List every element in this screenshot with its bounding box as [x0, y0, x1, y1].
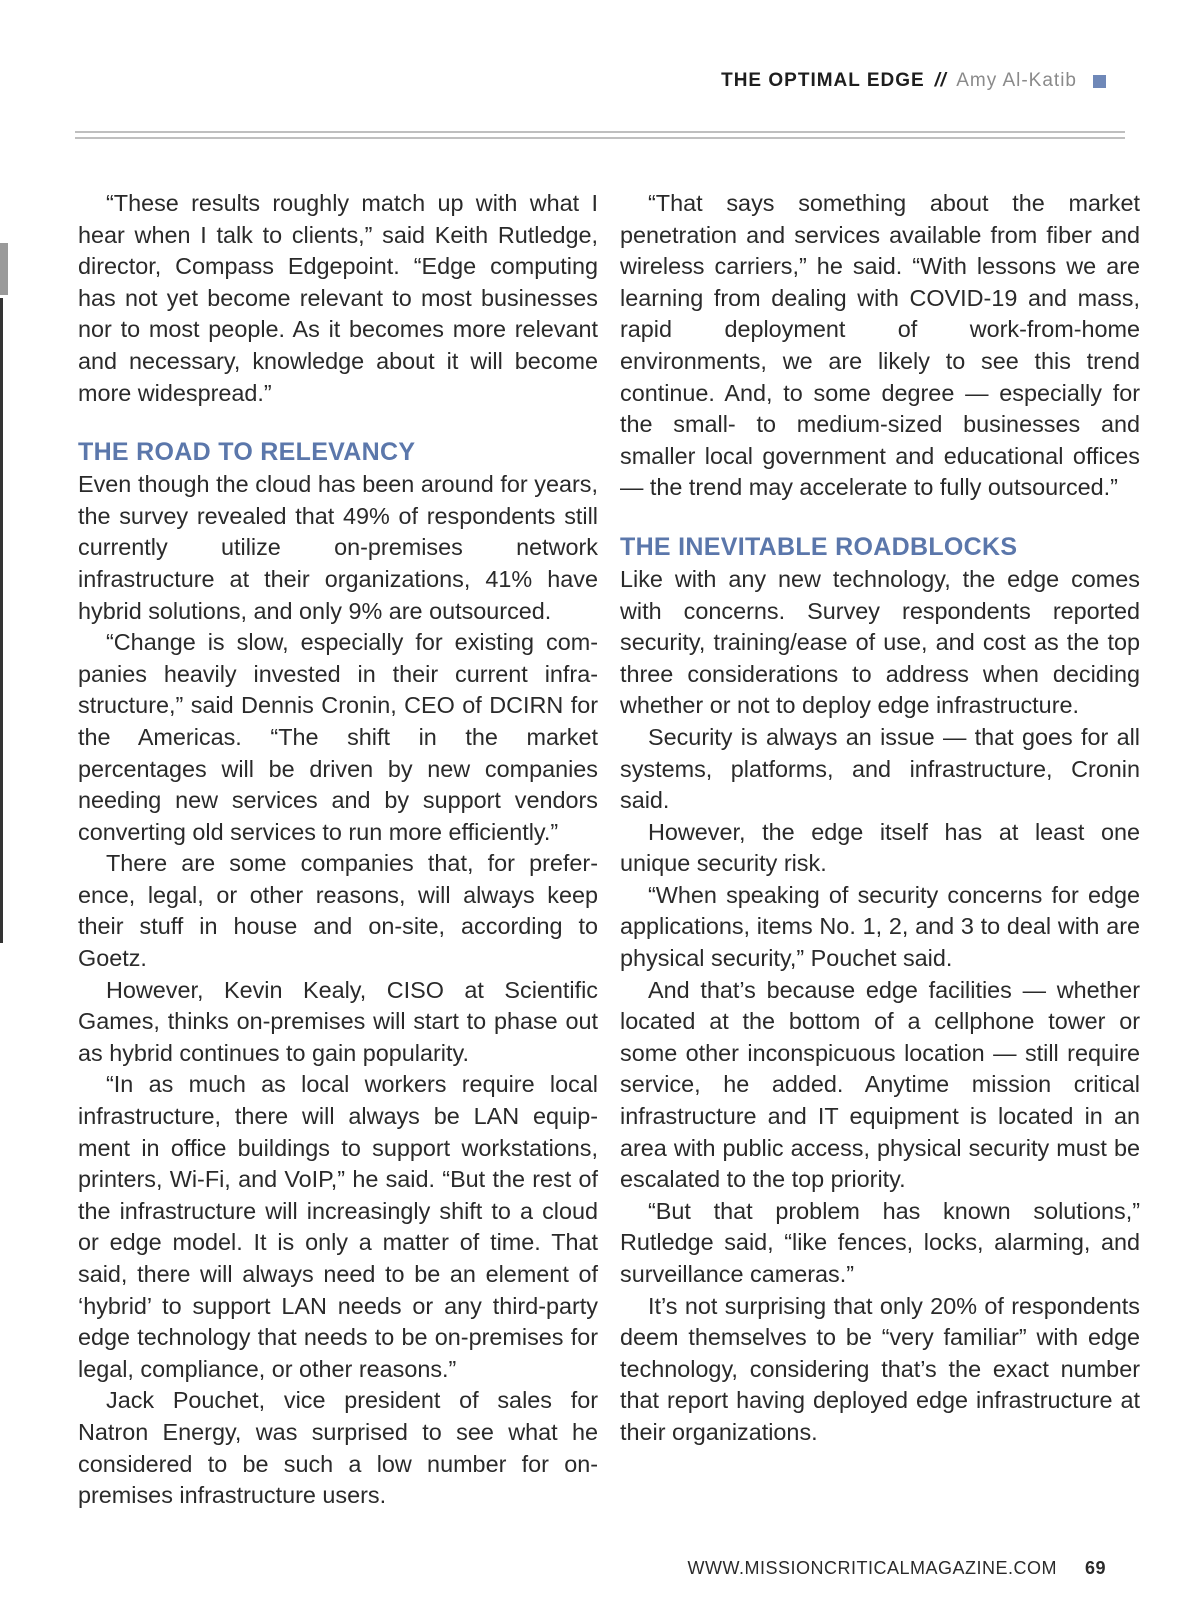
body-paragraph: However, the edge itself has at least one unique security risk. [620, 818, 1140, 877]
page-footer [687, 1558, 1106, 1579]
body-paragraph: Security is always an issue — that goes for all systems, platforms, and infrastructure, Cronin said. [620, 723, 1140, 814]
square-icon [1093, 75, 1106, 88]
body-paragraph: And that’s because edge facilities — whether located at the bottom of a cellphone tower or some other inconspicuous location — still require service, he added. Anytime mission critical infrastructure and IT equipment is located in an area with public access, physical security must be escalated to the top priority. [620, 976, 1140, 1193]
page-edge-line [0, 298, 3, 943]
left-column [78, 188, 598, 1512]
body-paragraph: Jack Pouchet, vice president of sales for Natron Energy, was surprised to see what he considered to be such a low number for on-premises infrastructure users. [78, 1387, 598, 1509]
body-paragraph: “When speaking of security concerns for edge applications, items No. 1, 2, and 3 to deal with are physical security,” Pouchet said. [620, 881, 1140, 972]
body-paragraph: “Change is slow, especially for existing companies heavily invested in their current infrastructure,” said Dennis Cronin, CEO of DCIRN for the Americas. “The shift in the market percentages will be driven by new companies needing new services and by support vendors converting old services to run more efficiently.” [78, 629, 598, 845]
header-rule-bottom [75, 137, 1125, 139]
body-paragraph: However, Kevin Kealy, CISO at Scientific Games, thinks on-premises will start to phase out as hybrid continues to gain popularity. [78, 976, 598, 1066]
body-paragraph: Even though the cloud has been around for years, the survey revealed that 49% of respondents still currently utilize on-premises network infrastructure at their organizations, 41% have hybrid solutions, and only 9% are outsourced. [78, 471, 598, 624]
body-paragraph: “But that problem has known solutions,” Rutledge said, “like fences, locks, alarming, and surveillance cameras.” [620, 1197, 1140, 1287]
website-url: WWW.MISSIONCRITICALMAGAZINE.COM [687, 1558, 1057, 1578]
header-separator: // [934, 70, 947, 91]
section-heading: THE ROAD TO RELEVANCY [78, 438, 416, 467]
body-paragraph: “These results roughly match up with what I hear when I talk to clients,” said Keith Rutledge, director, Compass Edgepoint. “Edge computing has not yet become relevant to most businesses nor to most people. As it becomes more relevant and necessary, knowledge about it will become more widespread.” [78, 190, 598, 406]
body-paragraph: Like with any new technology, the edge comes with concerns. Survey respondents reported security, training/ease of use, and cost as the top three considerations to address when deciding whether or not to deploy edge infrastructure. [620, 565, 1140, 719]
author-name: Amy Al-Katib [956, 70, 1077, 91]
page-edge-tab [0, 243, 8, 295]
page-number: 69 [1084, 1558, 1106, 1578]
running-header [721, 70, 1106, 92]
body-paragraph: “In as much as local workers require local infrastructure, there will always be LAN equipment in office buildings to support workstations, printers, Wi-Fi, and VoIP,” he said. “But the rest of the infrastructure will increasingly shift to a cloud or edge model. It is only a matter of time. That said, there will always need to be an element of ‘hybrid’ to support LAN needs or any third-party edge technology that needs to be on-premises for legal, compliance, or other reasons.” [78, 1071, 598, 1382]
body-paragraph: There are some companies that, for preference, legal, or other reasons, will always keep their stuff in house and on-site, according to Goetz. [78, 850, 598, 972]
right-column [620, 188, 1140, 1449]
header-rule-top [75, 131, 1125, 133]
section-title: THE OPTIMAL EDGE [721, 70, 925, 91]
section-heading: THE INEVITABLE ROADBLOCKS [620, 532, 1018, 561]
body-paragraph: “That says something about the market penetration and services available from fiber and wireless carriers,” he said. “With lessons we are learning from dealing with COVID-19 and mass, rapid deployment of work-from-home environments, we are likely to see this trend continue. And, to some degree — especially for the small- to medium-sized businesses and smaller local government and educational offices — the trend may accelerate to fully outsourced.” [620, 190, 1140, 501]
body-paragraph: It’s not surprising that only 20% of respondents deem themselves to be “very familiar” with edge technology, considering that’s the exact number that report having deployed edge infrastructure at their organizations. [620, 1292, 1140, 1445]
